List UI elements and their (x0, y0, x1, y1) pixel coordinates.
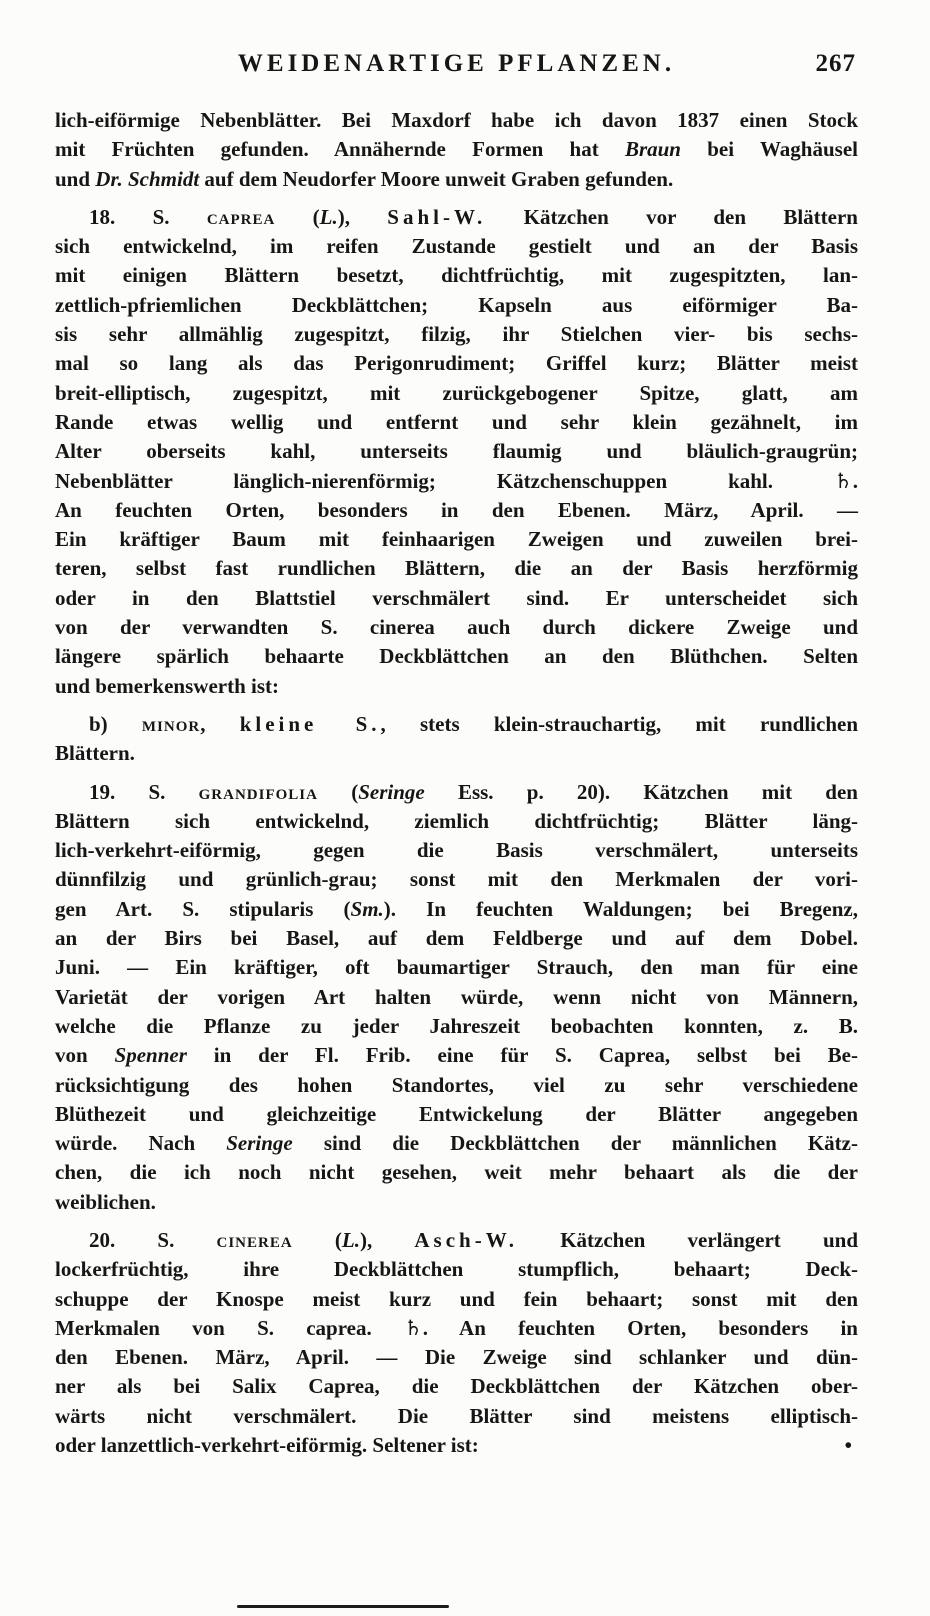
text-line: von Spenner in der Fl. Frib. eine für S. Caprea, selbst bei Be- (55, 1043, 858, 1068)
text-line: gen Art. S. stipularis (Sm.). In feuchten Waldungen; bei Bregenz, (55, 896, 858, 921)
paragraph (55, 106, 858, 194)
text-line: Nebenblätter länglich-nierenförmig; Kätzchenschuppen kahl. ♄. (55, 468, 858, 493)
paragraph (55, 1226, 858, 1460)
text-line: oder lanzettlich-verkehrt-eiförmig. Seltener ist: • (55, 1431, 858, 1460)
text-line: 20. S. cinerea (L.), Asch-W. Kätzchen verlängert und (89, 1227, 859, 1252)
page-number: 267 (815, 50, 856, 77)
text-line: rücksichtigung des hohen Standortes, viel zu sehr verschiedene (55, 1072, 858, 1097)
running-title: WEIDENARTIGE PFLANZEN. (237, 50, 676, 77)
text-line: mal so lang als das Perigonrudiment; Griffel kurz; Blätter meist (55, 351, 858, 376)
text-line: 19. S. grandifolia (Seringe Ess. p. 20). Kätzchen mit den (89, 779, 858, 804)
text-line: Rande etwas wellig und entfernt und sehr klein gezähnelt, im (55, 409, 858, 434)
text-line: den Ebenen. März, April. — Die Zweige sind schlanker und dün- (55, 1345, 858, 1370)
text-line: welche die Pflanze zu jeder Jahreszeit beobachten konnten, z. B. (55, 1013, 858, 1038)
text-line: Varietät der vorigen Art halten würde, wenn nicht von Männern, (55, 984, 858, 1009)
text-line: von der verwandten S. cinerea auch durch dickere Zweige und (55, 615, 858, 640)
text-line: an der Birs bei Basel, auf dem Feldberge und auf dem Dobel. (55, 926, 858, 951)
page-header (55, 50, 858, 84)
paragraph (55, 778, 858, 1217)
text-line: ner als bei Salix Caprea, die Deckblättchen der Kätzchen ober- (55, 1374, 858, 1399)
paragraph (55, 203, 858, 701)
text-line: Ein kräftiger Baum mit feinhaarigen Zweigen und zuweilen brei- (55, 527, 858, 552)
text-line: Alter oberseits kahl, unterseits flaumig und bläulich-graugrün; (55, 439, 858, 464)
end-mark: • (844, 1433, 852, 1458)
text-line: Blättern sich entwickelnd, ziemlich dichtfrüchtig; Blätter läng- (55, 808, 858, 833)
text-line: lich-eiförmige Nebenblätter. Bei Maxdorf habe ich davon 1837 einen Stock (55, 108, 858, 132)
text-line: b) minor, kleine S., stets klein-strauchartig, mit rundlichen (89, 711, 858, 736)
text-line: mit einigen Blättern besetzt, dichtfrüchtig, mit zugespitzten, lan- (55, 263, 858, 288)
text-line: 18. S. caprea (L.), Sahl-W. Kätzchen vor den Blättern (89, 204, 858, 229)
text-line: und bemerkenswerth ist: (55, 673, 279, 698)
text-line: Blättern. (55, 741, 135, 766)
text-line: Blüthezeit und gleichzeitige Entwickelung der Blätter angegeben (55, 1101, 858, 1126)
text-line: chen, die ich noch nicht gesehen, weit mehr behaart als die der (55, 1160, 858, 1185)
text-line: weiblichen. (55, 1189, 156, 1214)
text-line: mit Früchten gefunden. Annähernde Formen hat Braun bei Waghäusel (55, 137, 858, 162)
text-line: würde. Nach Seringe sind die Deckblättchen der männlichen Kätz- (55, 1131, 858, 1156)
text-line: wärts nicht verschmälert. Die Blätter sind meistens elliptisch- (55, 1403, 858, 1428)
text-line: teren, selbst fast rundlichen Blättern, die an der Basis herzförmig (55, 556, 858, 581)
text-line: Merkmalen von S. caprea. ♄. An feuchten Orten, besonders in (55, 1315, 858, 1340)
text-line: lich-verkehrt-eiförmig, gegen die Basis verschmälert, unterseits (55, 838, 858, 863)
text-line: sis sehr allmählig zugespitzt, filzig, ihr Stielchen vier- bis sechs- (55, 322, 858, 347)
paragraph (55, 710, 858, 769)
text-line: breit-elliptisch, zugespitzt, mit zurückgebogener Spitze, glatt, am (55, 380, 858, 405)
page-body (55, 106, 858, 1460)
text-line: An feuchten Orten, besonders in den Ebenen. März, April. — (55, 497, 858, 522)
text-line: sich entwickelnd, im reifen Zustande gestielt und an der Basis (55, 234, 858, 259)
text-line: und Dr. Schmidt auf dem Neudorfer Moore unweit Graben gefunden. (55, 166, 674, 191)
text-line: Juni. — Ein kräftiger, oft baumartiger Strauch, den man für eine (55, 955, 858, 980)
text-line: lockerfrüchtig, ihre Deckblättchen stumpflich, behaart; Deck- (55, 1257, 858, 1282)
text-line: zettlich-pfriemlichen Deckblättchen; Kapseln aus eiförmiger Ba- (55, 292, 858, 317)
scan-artifact-line (237, 1605, 449, 1608)
text-line: dünnfilzig und grünlich-grau; sonst mit den Merkmalen der vori- (55, 867, 858, 892)
text-line: längere spärlich behaarte Deckblättchen an den Blüthchen. Selten (55, 644, 858, 669)
text-line: oder in den Blattstiel verschmälert sind. Er unterscheidet sich (55, 585, 858, 610)
text-line: schuppe der Knospe meist kurz und fein behaart; sonst mit den (55, 1286, 858, 1311)
